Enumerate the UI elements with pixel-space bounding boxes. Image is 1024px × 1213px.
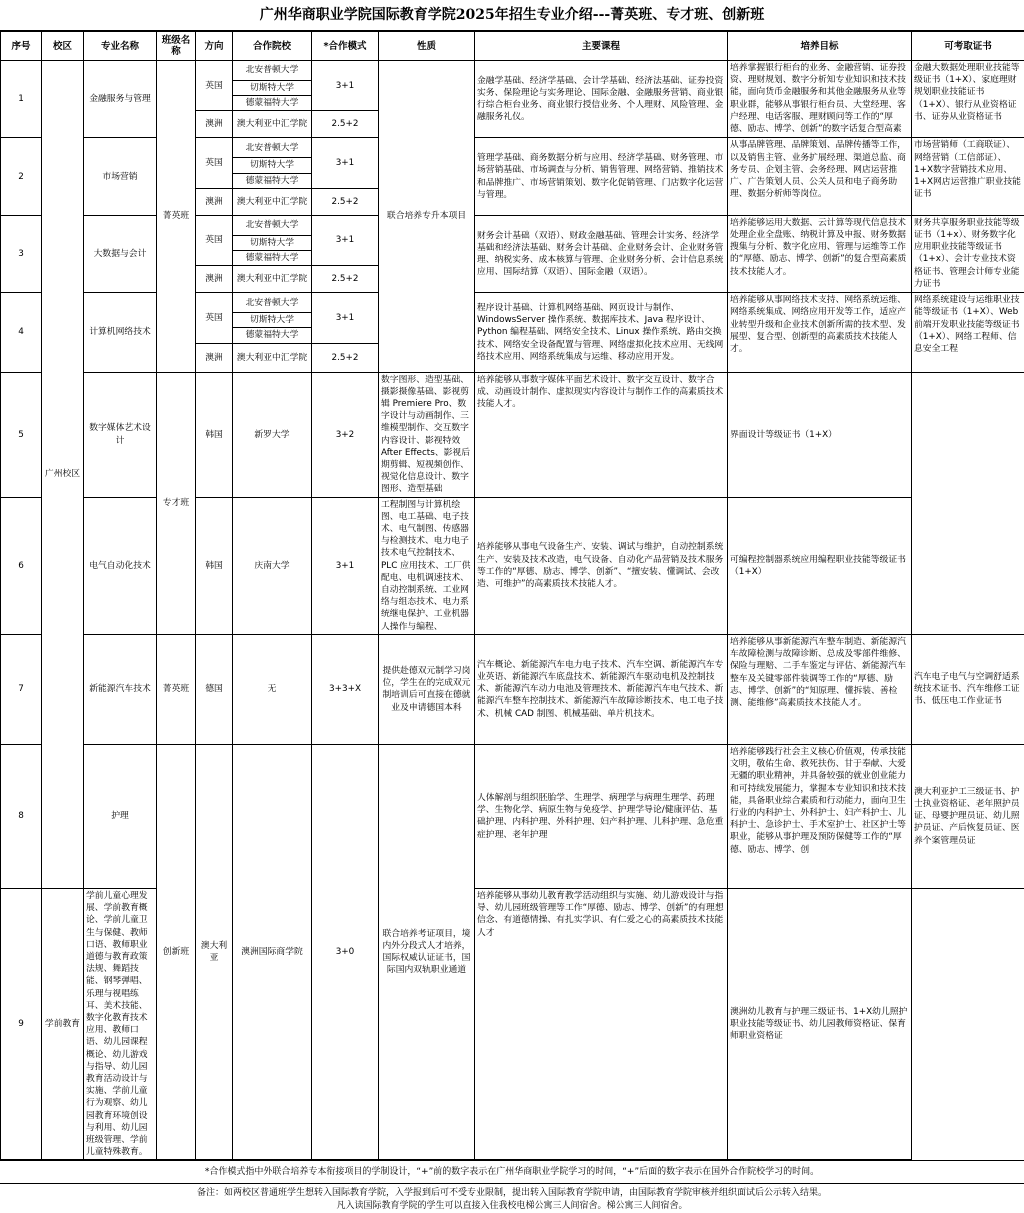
cert-cell: 界面设计等级证书（1+X） — [728, 372, 912, 497]
coop-mode: 3+1 — [312, 497, 379, 634]
header-mode: *合作模式 — [312, 32, 379, 61]
header-cert: 可考取证书 — [912, 32, 1024, 61]
courses-cell: 人体解剖与组织胚胎学、生理学、病理学与病理生理学、药理学、生物化学、病原生物与免疫学、护理学导论/健康评估、基础护理、内科护理、外科护理、妇产科护理、儿科护理、急危重症护理、老年护理 — [475, 744, 728, 888]
major-name: 新能源汽车技术 — [84, 634, 157, 744]
row-no: 7 — [1, 634, 42, 744]
class-name: 专才班 — [157, 372, 196, 634]
header-major: 专业名称 — [84, 32, 157, 61]
row-no: 6 — [1, 497, 42, 634]
nature-cell: 提供赴德双元制学习岗位，学生在的完成双元制培训后可直接在德就业及申请德国本科 — [379, 634, 475, 744]
cert-cell: 可编程控制器系统应用编程职业技能等级证书（1+X） — [728, 497, 912, 634]
table-row — [1, 634, 1024, 744]
partner-school: 澳大利亚中汇学院 — [233, 188, 312, 215]
direction: 英国 — [196, 138, 233, 188]
cert-cell: 市场营销师（工商联证）、网络营销（工信部证）、1+X数字营销技术应用、1+X网店运营推广职业技能证书 — [912, 138, 1024, 215]
direction: 德国 — [196, 634, 233, 744]
partner-school: 切斯特大学 — [233, 158, 312, 173]
direction: 英国 — [196, 215, 233, 265]
table-row — [1, 888, 1024, 1159]
partner-school: 澳大利亚中汇学院 — [233, 266, 312, 293]
table-row — [1, 744, 1024, 888]
direction: 韩国 — [196, 372, 233, 497]
header-class: 班级名称 — [157, 32, 196, 61]
header-goal: 培养目标 — [728, 32, 912, 61]
coop-mode: 3+1 — [312, 215, 379, 265]
coop-mode: 3+1 — [312, 138, 379, 188]
partner-school: 澳洲国际商学院 — [233, 744, 312, 1159]
major-name: 数字媒体艺术设计 — [84, 372, 157, 497]
remark-line: 备注：如两校区普通班学生想转入国际教育学院，入学报到后可不受专业限制，提出转入国际教育学院申请，由国际教育学院审核并组织面试后公示转入结果。 — [0, 1187, 1024, 1200]
row-no: 5 — [1, 372, 42, 497]
coop-mode: 3+0 — [312, 744, 379, 1159]
partner-school: 澳大利亚中汇学院 — [233, 343, 312, 372]
header-courses: 主要课程 — [475, 32, 728, 61]
partner-school: 澳大利亚中汇学院 — [233, 111, 312, 138]
goal-cell: 培养能够从事网络技术支持、网络系统运维、网络系统集成、网络应用开发等工作，适应产业转型升级和企业技术创新所需的技术型、发展型、复合型、创新型的高素质技术技能人才。 — [728, 293, 912, 372]
goal-cell: 培养掌握银行柜台的业务、金融营销、证券投资、理财规划、数字分析知专业知识和技术技能，面向货币金融服务和其他金融服务从业等职业群，能够从事银行柜台员、大堂经理、客户经理、电话客服、理财顾问等工作的“厚德、励志、博学、创新”的数字话复合型高素 — [728, 61, 912, 138]
partner-school: 北安普顿大学 — [233, 215, 312, 235]
cert-cell: 澳大利亚护工三级证书、护士执业资格证、老年照护员证、母婴护理员证、幼儿照护员证、产后恢复员证、医养个案管理员证 — [912, 744, 1024, 888]
program-table — [0, 31, 1024, 1160]
goal-cell: 培养能够从事新能源汽车整车制造、新能源汽车故障检测与故障诊断、总成及零部件维修、保险与理赔、二手车鉴定与评估、新能源汽车整车及关键零部件装调等工作的“厚德、励志、博学、创新”的“知原理、懂拆装、善检测、能维修”高素质技术技能人才。 — [728, 634, 912, 744]
partner-school: 德蒙福特大学 — [233, 251, 312, 266]
class-name: 菁英班 — [157, 634, 196, 744]
coop-mode: 3+1 — [312, 293, 379, 343]
major-name: 市场营销 — [84, 138, 157, 215]
direction: 澳洲 — [196, 343, 233, 372]
header-campus: 校区 — [42, 32, 84, 61]
coop-mode: 3+3+X — [312, 634, 379, 744]
page-title: 广州华商职业学院国际教育学院2025年招生专业介绍---菁英班、专才班、创新班 — [0, 0, 1024, 31]
goal-cell: 培养能够践行社会主义核心价值观，传承技能文明，敬佑生命、救死扶伤、甘于奉献、大爱无疆的职业精神，并具备较强的就业创业能力和可持续发展能力，掌握本专业知识和技术技能，具备职业综合素质和行动能力，面向卫生行业的内科护士、外科护士、妇产科护士、儿科护士、急诊护士、手术室护士、社区护士等职业，能够从事护理及预防保健等工作的“厚德、励志、博学、创 — [728, 744, 912, 888]
nature-cell: 联合培养考证项目，境内外分段式人才培养，国际权威认证证书，国际国内双轨职业通道 — [379, 744, 475, 1159]
class-name: 菁英班 — [157, 61, 196, 373]
coop-mode: 2.5+2 — [312, 188, 379, 215]
cert-cell: 澳洲幼儿教育与护理三级证书、1+X幼儿照护职业技能等级证书、幼儿园教师资格证、保育师职业资格证 — [728, 888, 912, 1159]
remark-line: 凡入读国际教育学院的学生可以直接入住我校电梯公寓三人间宿舍。梯公寓三人间宿舍。 — [0, 1200, 1024, 1213]
major-name: 学前教育 — [42, 888, 84, 1159]
courses-cell: 汽车概论、新能源汽车电力电子技术、汽车空调、新能源汽车专业英语、新能源汽车底盘技术、新能源汽车驱动电机及控制技术、新能源汽车动力电池及管理技术、新能源汽车电气技术、新能源汽车整车控制技术、新能源汽车故障诊断技术、电工电子技术、机械 CAD 制图、机械基础、单片机技术。 — [475, 634, 728, 744]
partner-school: 切斯特大学 — [233, 235, 312, 250]
partner-school: 庆南大学 — [233, 497, 312, 634]
major-name: 护理 — [84, 744, 157, 888]
header-partner: 合作院校 — [233, 32, 312, 61]
major-name: 金融服务与管理 — [84, 61, 157, 138]
cert-cell: 网络系统建设与运维职业技能等级证书（1+X）、Web 前端开发职业技能等级证书（1+X）、网络工程师、信息安全工程 — [912, 293, 1024, 372]
cert-cell: 汽车电子电气与空调舒适系统技术证书、汽车维修工证书、低压电工作业证书 — [912, 634, 1024, 744]
row-no: 8 — [1, 744, 42, 888]
nature-cell: 联合培养专升本项目 — [379, 61, 475, 373]
partner-school: 北安普顿大学 — [233, 138, 312, 158]
courses-cell: 程序设计基础、计算机网络基础、网页设计与制作、WindowsServer 操作系统、数据库技术、Java 程序设计、Python 编程基础、网络安全技术、Linux 操作系统、路由交换技术、网络安全设备配置与管理、网络虚拟化技术应用、无线网络技术应用、网络系统集成与运维、移动应用开发。 — [475, 293, 728, 372]
partner-school: 北安普顿大学 — [233, 293, 312, 313]
table-header-row — [1, 32, 1024, 61]
row-no: 9 — [1, 888, 42, 1159]
goal-cell: 培养能够从事数字媒体平面艺术设计、数字交互设计、数字合成、动画设计制作、虚拟现实内容设计与制作工作的高素质技术技能人才。 — [475, 372, 728, 497]
table-row — [1, 372, 1024, 497]
goal-cell: 培养能够从事幼儿教育教学活动组织与实施、幼儿游戏设计与指导、幼儿园班级管理等工作“厚德、励志、博学、创新”的有理想信念、有道德情操、有扎实学识、有仁爱之心的高素质技术技能人才 — [475, 888, 728, 1159]
table-row — [1, 497, 1024, 634]
table-row — [1, 138, 1024, 158]
coop-mode: 2.5+2 — [312, 266, 379, 293]
courses-cell: 财务会计基础（双语）、财政金融基础、管理会计实务、经济学基础和经济法基础、财务会计基础、企业财务会计、企业财务管理、纳税实务、成本核算与管理、企业财务分析、会计信息系统应用、国际结算（双语）、国际金融（双语）。 — [475, 215, 728, 292]
campus-cell: 广州校区 — [42, 61, 84, 889]
direction: 韩国 — [196, 497, 233, 634]
partner-school: 德蒙福特大学 — [233, 96, 312, 111]
remarks — [0, 1184, 1024, 1213]
courses-cell: 金融学基础、经济学基础、会计学基础、经济法基础、证券投资实务、保险理论与实务理论、国际金融、金融服务营销、商业银行综合柜台业务、商业银行授信业务、个人理财、风险管理、金融服务礼仪。 — [475, 61, 728, 138]
cert-cell: 财务共享服务职业技能等级证书（1+x）、财务数字化应用职业技能等级证书（1+x）、会计专业技术资格证书、管理会计师专业能力证书 — [912, 215, 1024, 292]
row-no: 1 — [1, 61, 42, 138]
major-name: 电气自动化技术 — [84, 497, 157, 634]
direction: 澳洲 — [196, 266, 233, 293]
header-direction: 方向 — [196, 32, 233, 61]
partner-school: 切斯特大学 — [233, 81, 312, 96]
direction: 澳大利亚 — [196, 744, 233, 1159]
table-row — [1, 61, 1024, 81]
major-name: 计算机网络技术 — [84, 293, 157, 372]
partner-school: 无 — [233, 634, 312, 744]
direction: 澳洲 — [196, 188, 233, 215]
direction: 澳洲 — [196, 111, 233, 138]
goal-cell: 从事品牌管理、品牌策划、品牌传播等工作，以及销售主管、业务扩展经理、渠道总监、商务专员、企划主管、会务经理、网店运营推广、广告策划人员、公关人员和电子商务助理、数据分析师等岗位。 — [728, 138, 912, 215]
cert-cell: 金融大数据处理职业技能等级证书（1+X）、家庭理财规划职业技能证书（1+X）、银行从业资格证书、证券从业资格证书 — [912, 61, 1024, 138]
coop-mode: 3+2 — [312, 372, 379, 497]
goal-cell: 培养能够从事电气设备生产、安装、调试与维护，自动控制系统生产、安装及技术改造，电气设备、自动化产品营销及技术服务等工作的“厚德、励志、博学、创新”、“擅安装、懂调试、会改造、可维护”的高素质技术技能人才。 — [475, 497, 728, 634]
courses-cell: 工程制图与计算机绘图、电工基础、电子技术、电气制图、传感器与检测技术、电力电子技术电气控制技术、PLC 应用技术、工厂供配电、电机调速技术、自动控制系统、工业网络与组态技术、电力系统继电保护、工业机器人操作与编程、 — [379, 497, 475, 634]
partner-school: 德蒙福特大学 — [233, 328, 312, 343]
row-no: 2 — [1, 138, 42, 215]
courses-cell: 数字图形、造型基础、摄影摄像基础、影视剪辑 Premiere Pro、数字设计与动画制作、三维模型制作、交互数字内容设计、影视特效 After Effects、影视后期剪辑、短视频创作、视觉化信息设计、数字图形、造型基础 — [379, 372, 475, 497]
header-no: 序号 — [1, 32, 42, 61]
table-row — [1, 215, 1024, 235]
direction: 英国 — [196, 61, 233, 111]
courses-cell: 学前儿童心理发展、学前教育概论、学前儿童卫生与保健、教师口语、教师职业道德与教育政策法规、舞蹈技能、钢琴弹唱、乐理与视唱练耳、美术技能、数字化教育技术应用、教师口语、幼儿园课程概论、幼儿游戏与指导、幼儿园教育活动设计与实施、学前儿童行为观察、幼儿园教育环境创设与利用、幼儿园班级管理、学前儿童特殊教育。 — [84, 888, 157, 1159]
courses-cell: 管理学基础、商务数据分析与应用、经济学基础、财务管理、市场营销基础、市场调查与分析、销售管理、网络营销、推销技术和品牌推广、市场营销策划、数字化促销管理、门店数字化运营与管理。 — [475, 138, 728, 215]
partner-school: 新罗大学 — [233, 372, 312, 497]
row-no: 4 — [1, 293, 42, 372]
partner-school: 切斯特大学 — [233, 313, 312, 328]
partner-school: 德蒙福特大学 — [233, 173, 312, 188]
partner-school: 北安普顿大学 — [233, 61, 312, 81]
table-row — [1, 293, 1024, 313]
header-nature: 性质 — [379, 32, 475, 61]
cooperation-footnote: *合作模式指中外联合培养专本衔接项目的学制设计，“+”前的数字表示在广州华商职业学院学习的时间，“+”后面的数字表示在国外合作院校学习的时间。 — [0, 1160, 1024, 1184]
coop-mode: 3+1 — [312, 61, 379, 111]
goal-cell: 培养能够运用大数据、云计算等现代信息技术处理企业全盘账、纳税计算及申报、财务数据搜集与分析、数字化应用、管理与运维等工作的“厚德、励志、博学、创新”的复合型高素质技术技能人才。 — [728, 215, 912, 292]
coop-mode: 2.5+2 — [312, 343, 379, 372]
coop-mode: 2.5+2 — [312, 111, 379, 138]
direction: 英国 — [196, 293, 233, 343]
row-no: 3 — [1, 215, 42, 292]
class-name: 创新班 — [157, 744, 196, 1159]
major-name: 大数据与会计 — [84, 215, 157, 292]
